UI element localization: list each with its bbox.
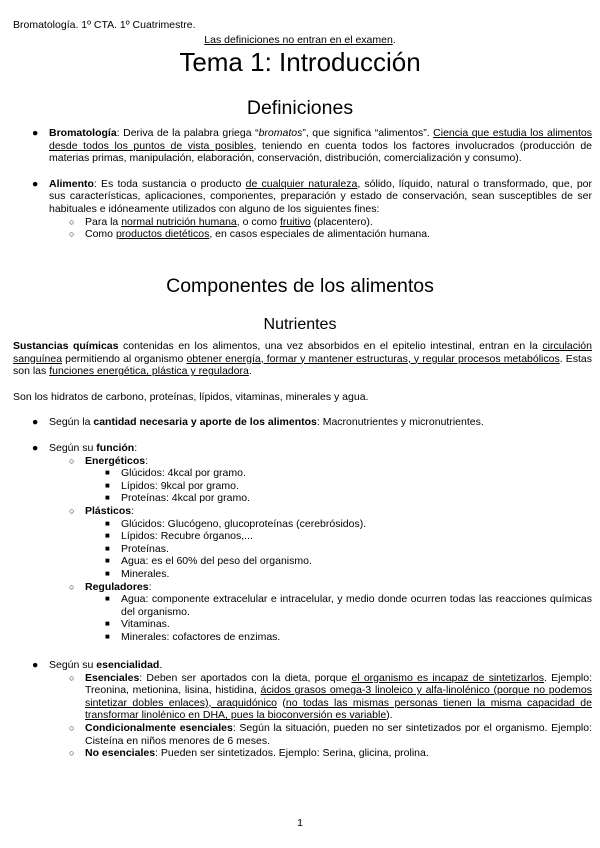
circle-bullet-icon: ○ bbox=[69, 581, 75, 592]
list-item-plastico: ■ Proteínas. bbox=[105, 542, 169, 555]
definiciones-heading: Definiciones bbox=[246, 97, 354, 119]
list-item-energetico: ■ Proteínas: 4kcal por gramo. bbox=[105, 492, 250, 505]
square-bullet-icon: ■ bbox=[105, 619, 110, 629]
exam-note-period: . bbox=[392, 34, 396, 46]
nutrientes-paragraph: Sustancias químicas contenidas en los alimentos, una vez absorbidos en el epitelio intestinal, entran en la circulación sanguínea permitiendo al organismo obtener energía, formar y mantener estructuras, y regular procesos metabólicos. Estas son las funciones energética, plástica y reguladora. bbox=[13, 340, 592, 378]
bullet-icon: ● bbox=[32, 442, 39, 454]
square-bullet-icon: ■ bbox=[105, 531, 110, 541]
circle-bullet-icon: ○ bbox=[69, 229, 75, 240]
page-number: 1 bbox=[297, 817, 303, 829]
bullet-icon: ● bbox=[32, 127, 39, 139]
square-bullet-icon: ■ bbox=[105, 543, 110, 553]
nutrientes-list-paragraph: Son los hidratos de carbono, proteínas, lípidos, vitaminas, minerales y agua. bbox=[13, 391, 369, 403]
list-item-plastico: ■ Lípidos: Recubre órganos,... bbox=[105, 530, 253, 543]
list-item-plastico: ■ Minerales. bbox=[105, 567, 170, 580]
list-item-regulador: ■ Vitaminas. bbox=[105, 618, 170, 631]
square-bullet-icon: ■ bbox=[105, 493, 110, 503]
bullet-icon: ● bbox=[32, 659, 39, 671]
componentes-heading: Componentes de los alimentos bbox=[166, 275, 434, 297]
list-item-energeticos: ○ Energéticos: ■ Glúcidos: 4kcal por gramo. ■ Lípidos: 9kcal por gramo. ■ Proteínas: 4kcal por gramo. bbox=[49, 455, 592, 505]
list-item-regulador: ■ Minerales: cofactores de enzimas. bbox=[105, 630, 281, 643]
list-item-alimento: ● Alimento: Es toda sustancia o producto de cualquier naturaleza, sólido, líquido, natural o transformado, que, por sus características, aplicaciones, componentes, preparación y estado de conservación, sean susceptibles de ser habituales e idóneamente utilizados con alguno de los siguientes fines: ○ Para la normal nutrición humana, o como fruitivo (placentero). ○ Como productos dietéticos, en casos especiales de alimentación humana. bbox=[32, 177, 592, 241]
esencialidad-list bbox=[13, 659, 592, 760]
circle-bullet-icon: ○ bbox=[69, 722, 75, 733]
list-item-esencialidad: ● Según su esencialidad. ○ Esenciales: Deben ser aportados con la dieta, porque el organismo es incapaz de sintetizarlos. Ejemplo: Treonina, metionina, lisina, histidina, ácidos grasos omega-3 linoleico y alfa-linolénico (porque no podemos sintetizar dobles enlaces), araquidónico (no todas las mismas personas tienen la misma capacidad de transformar linolénico en DHA, pues la bioconversión es variable). ○ Condicionalmente esenciales: Según la situación, pueden no ser sintetizados por el organismo. Ejemplo: Cisteína en niños menores de 6 meses. ○ No esenciales: Pueden ser sintetizados. Ejemplo: Serina, glicina, prolina. bbox=[32, 659, 592, 760]
circle-bullet-icon: ○ bbox=[69, 672, 75, 683]
square-bullet-icon: ■ bbox=[105, 631, 110, 641]
exam-note-text: Las definiciones no entran en el examen bbox=[204, 34, 393, 46]
square-bullet-icon: ■ bbox=[105, 518, 110, 528]
bullet-icon: ● bbox=[32, 177, 39, 190]
list-item-nutricion: ○ Para la normal nutrición humana, o como fruitivo (placentero). bbox=[69, 215, 373, 228]
square-bullet-icon: ■ bbox=[105, 568, 110, 578]
document-header: Bromatología. 1º CTA. 1º Cuatrimestre. bbox=[13, 19, 196, 31]
list-item-esenciales: ○ Esenciales: Deben ser aportados con la dieta, porque el organismo es incapaz de sintetizarlos. Ejemplo: Treonina, metionina, lisina, histidina, ácidos grasos omega-3 linoleico y alfa-linolénico (porque no podemos sintetizar dobles enlaces), araquidónico (no todas las mismas personas tienen la misma capacidad de transformar linolénico en DHA, pues la bioconversión es variable). bbox=[69, 671, 592, 722]
list-item-cantidad: ● Según la cantidad necesaria y aporte de los alimentos: Macronutrientes y micronutrientes. bbox=[32, 416, 484, 428]
list-item-condicionalmente: ○ Condicionalmente esenciales: Según la situación, pueden no ser sintetizados por el organismo. Ejemplo: Cisteína en niños menores de 6 meses. bbox=[69, 721, 592, 747]
nutrientes-heading: Nutrientes bbox=[263, 316, 337, 333]
definiciones-list bbox=[13, 127, 592, 241]
list-item-energetico: ■ Lípidos: 9kcal por gramo. bbox=[105, 479, 239, 492]
list-item-dieteticos: ○ Como productos dietéticos, en casos especiales de alimentación humana. bbox=[69, 228, 430, 241]
page-title: Tema 1: Introducción bbox=[179, 47, 421, 77]
list-item-no-esenciales: ○ No esenciales: Pueden ser sintetizados. Ejemplo: Serina, glicina, prolina. bbox=[69, 747, 429, 760]
exam-note bbox=[0, 34, 600, 47]
list-item-plastico: ■ Agua: es el 60% del peso del organismo. bbox=[105, 555, 312, 568]
circle-bullet-icon: ○ bbox=[69, 455, 75, 466]
list-item-funcion: ● Según su función: ○ Energéticos: ■ Glúcidos: 4kcal por gramo. ■ Lípidos: 9kcal por gramo. ■ Proteínas: 4kcal por gramo. ○ Plásticos: ■ Glúcidos: Glucógeno, glucoproteínas (cerebrósidos). ■ Lípidos: Recubre órganos,... ■ Proteínas. ■ Agua: es el 60% del peso del organismo. ■ Minerales. ○ Reguladores: ■ Agua: componente extracelular e intracelular, y medio donde ocurren todas las reacciones químicas del organismo. ■ Vitaminas. ■ Minerales: cofactores de enzimas. bbox=[32, 442, 592, 643]
list-item-plastico: ■ Glúcidos: Glucógeno, glucoproteínas (cerebrósidos). bbox=[105, 517, 367, 530]
circle-bullet-icon: ○ bbox=[69, 748, 75, 759]
list-item-bromatologia: ● Bromatología: Deriva de la palabra griega “bromatos”, que significa “alimentos”. Ciencia que estudia los alimentos desde todos los puntos de vista posibles, teniendo en cuenta todos los factores involucrados (producción de materias primas, manipulación, elaboración, conservación, distribución, comercialización y consumo). bbox=[32, 127, 592, 165]
list-item-plasticos: ○ Plásticos: ■ Glúcidos: Glucógeno, glucoproteínas (cerebrósidos). ■ Lípidos: Recubre órganos,... ■ Proteínas. ■ Agua: es el 60% del peso del organismo. ■ Minerales. bbox=[49, 505, 592, 581]
square-bullet-icon: ■ bbox=[105, 594, 110, 604]
circle-bullet-icon: ○ bbox=[69, 216, 75, 227]
square-bullet-icon: ■ bbox=[105, 556, 110, 566]
list-item-reguladores: ○ Reguladores: ■ Agua: componente extracelular e intracelular, y medio donde ocurren todas las reacciones químicas del organismo. ■ Vitaminas. ■ Minerales: cofactores de enzimas. bbox=[69, 580, 592, 643]
funcion-list bbox=[13, 442, 592, 644]
square-bullet-icon: ■ bbox=[105, 468, 110, 478]
list-item-energetico: ■ Glúcidos: 4kcal por gramo. bbox=[105, 467, 246, 480]
square-bullet-icon: ■ bbox=[105, 480, 110, 490]
list-item-regulador: ■ Agua: componente extracelular e intracelular, y medio donde ocurren todas las reacciones químicas del organismo. bbox=[105, 593, 592, 618]
bullet-icon: ● bbox=[32, 416, 39, 428]
cantidad-list bbox=[13, 416, 592, 429]
circle-bullet-icon: ○ bbox=[69, 505, 75, 516]
